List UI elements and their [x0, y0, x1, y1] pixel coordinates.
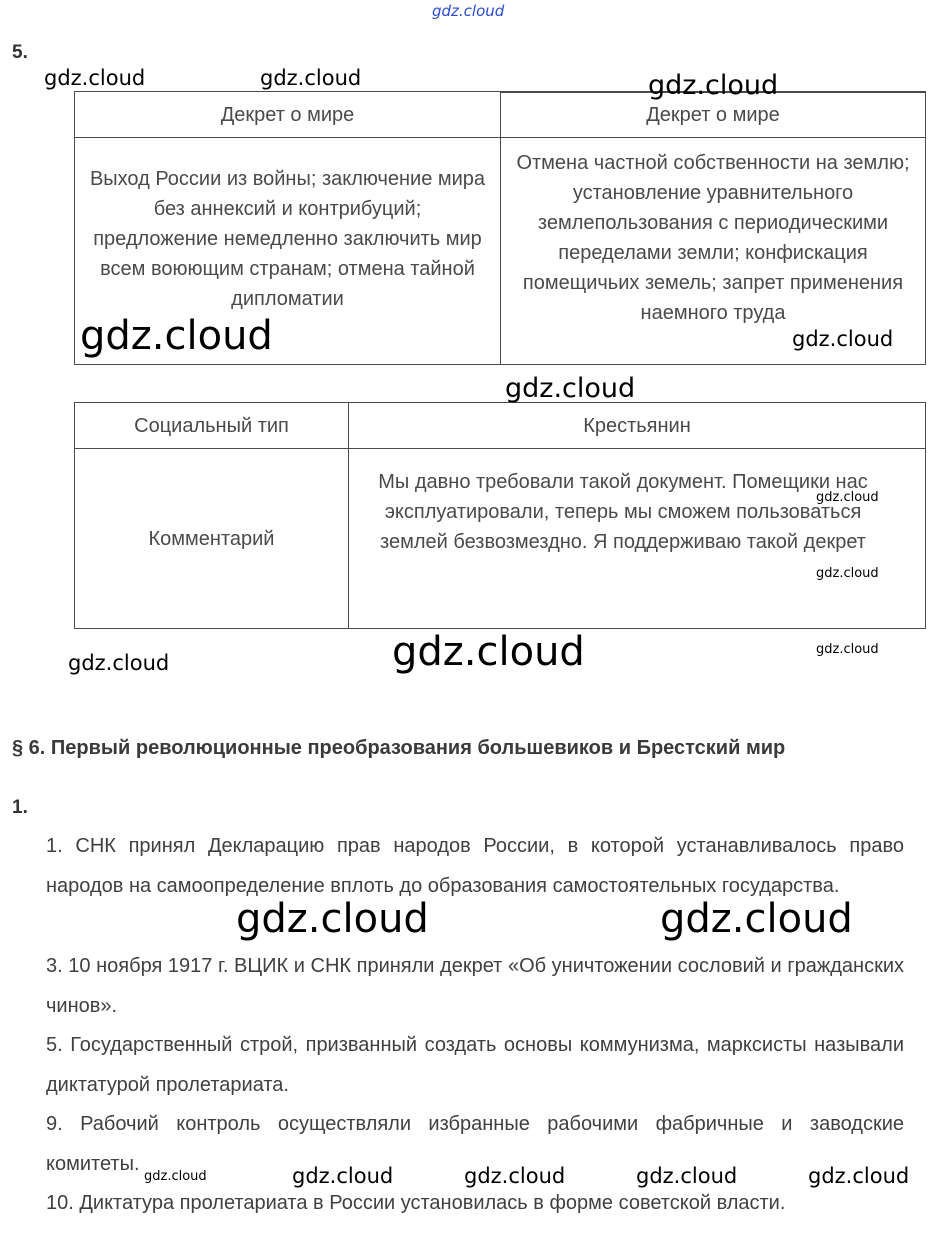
table1-right-header: Декрет о мире [500, 91, 926, 138]
task-number-1: 1. [12, 797, 28, 818]
table1-left-header: Декрет о мире [74, 91, 501, 138]
list-item-1: 1. СНК принял Декларацию прав народов России, в которой устанавливалось право народов на самоопределение вплоть до образования самостоятельных государства. [46, 835, 904, 897]
list-item-10: 10. Диктатура пролетариата в России установилась в форме советской власти. [46, 1192, 786, 1214]
table2-row1-value: Крестьянин [348, 402, 926, 449]
watermark: gdz.cloud [816, 642, 879, 657]
watermark: gdz.cloud [80, 313, 273, 359]
watermark: gdz.cloud [636, 1164, 738, 1188]
list-item-5: 5. Государственный строй, призванный создать основы коммунизма, марксисты называли диктатурой пролетариата. [46, 1034, 904, 1096]
watermark: gdz.cloud [44, 66, 146, 90]
table2-row1-label: Социальный тип [74, 402, 349, 449]
watermark: gdz.cloud [792, 327, 894, 351]
watermark: gdz.cloud [505, 373, 636, 404]
list-item-9: 9. Рабочий контроль осуществляли избранные рабочими фабричные и заводские комитеты. [46, 1113, 904, 1175]
list-item-3: 3. 10 ноября 1917 г. ВЦИК и СНК приняли декрет «Об уничтожении сословий и гражданских чинов». [46, 955, 904, 1017]
section-title: § 6. Первый революционные преобразования большевиков и Брестский мир [12, 737, 786, 759]
watermark: gdz.cloud [808, 1164, 910, 1188]
watermark: gdz.cloud [260, 66, 362, 90]
watermark: gdz.cloud [816, 490, 879, 505]
watermark: gdz.cloud [392, 629, 585, 675]
watermark: gdz.cloud [464, 1164, 566, 1188]
watermark: gdz.cloud [648, 70, 779, 101]
watermark: gdz.cloud [660, 896, 853, 942]
watermark: gdz.cloud [144, 1169, 207, 1184]
watermark: gdz.cloud [432, 2, 505, 20]
table2-row2-value: Мы давно требовали такой документ. Помещики нас эксплуатировали, теперь мы сможем пользоваться землей безвозмездно. Я поддерживаю такой декрет [348, 448, 926, 629]
watermark: gdz.cloud [292, 1164, 394, 1188]
watermark: gdz.cloud [816, 566, 879, 581]
table1-left-body: Выход России из войны; заключение мира без аннексий и контрибуций; предложение немедленно заключить мир всем воюющим странам; отмена тайной дипломатии [74, 137, 501, 365]
watermark: gdz.cloud [236, 896, 429, 942]
watermark: gdz.cloud [68, 651, 170, 675]
task-number-5: 5. [12, 42, 28, 63]
table2-row2-label: Комментарий [74, 448, 349, 629]
table1-right-body: Отмена частной собственности на землю; установление уравнительного землепользования с периодическими переделами земли; конфискация помещичьих земель; запрет применения наемного труда [500, 137, 926, 365]
